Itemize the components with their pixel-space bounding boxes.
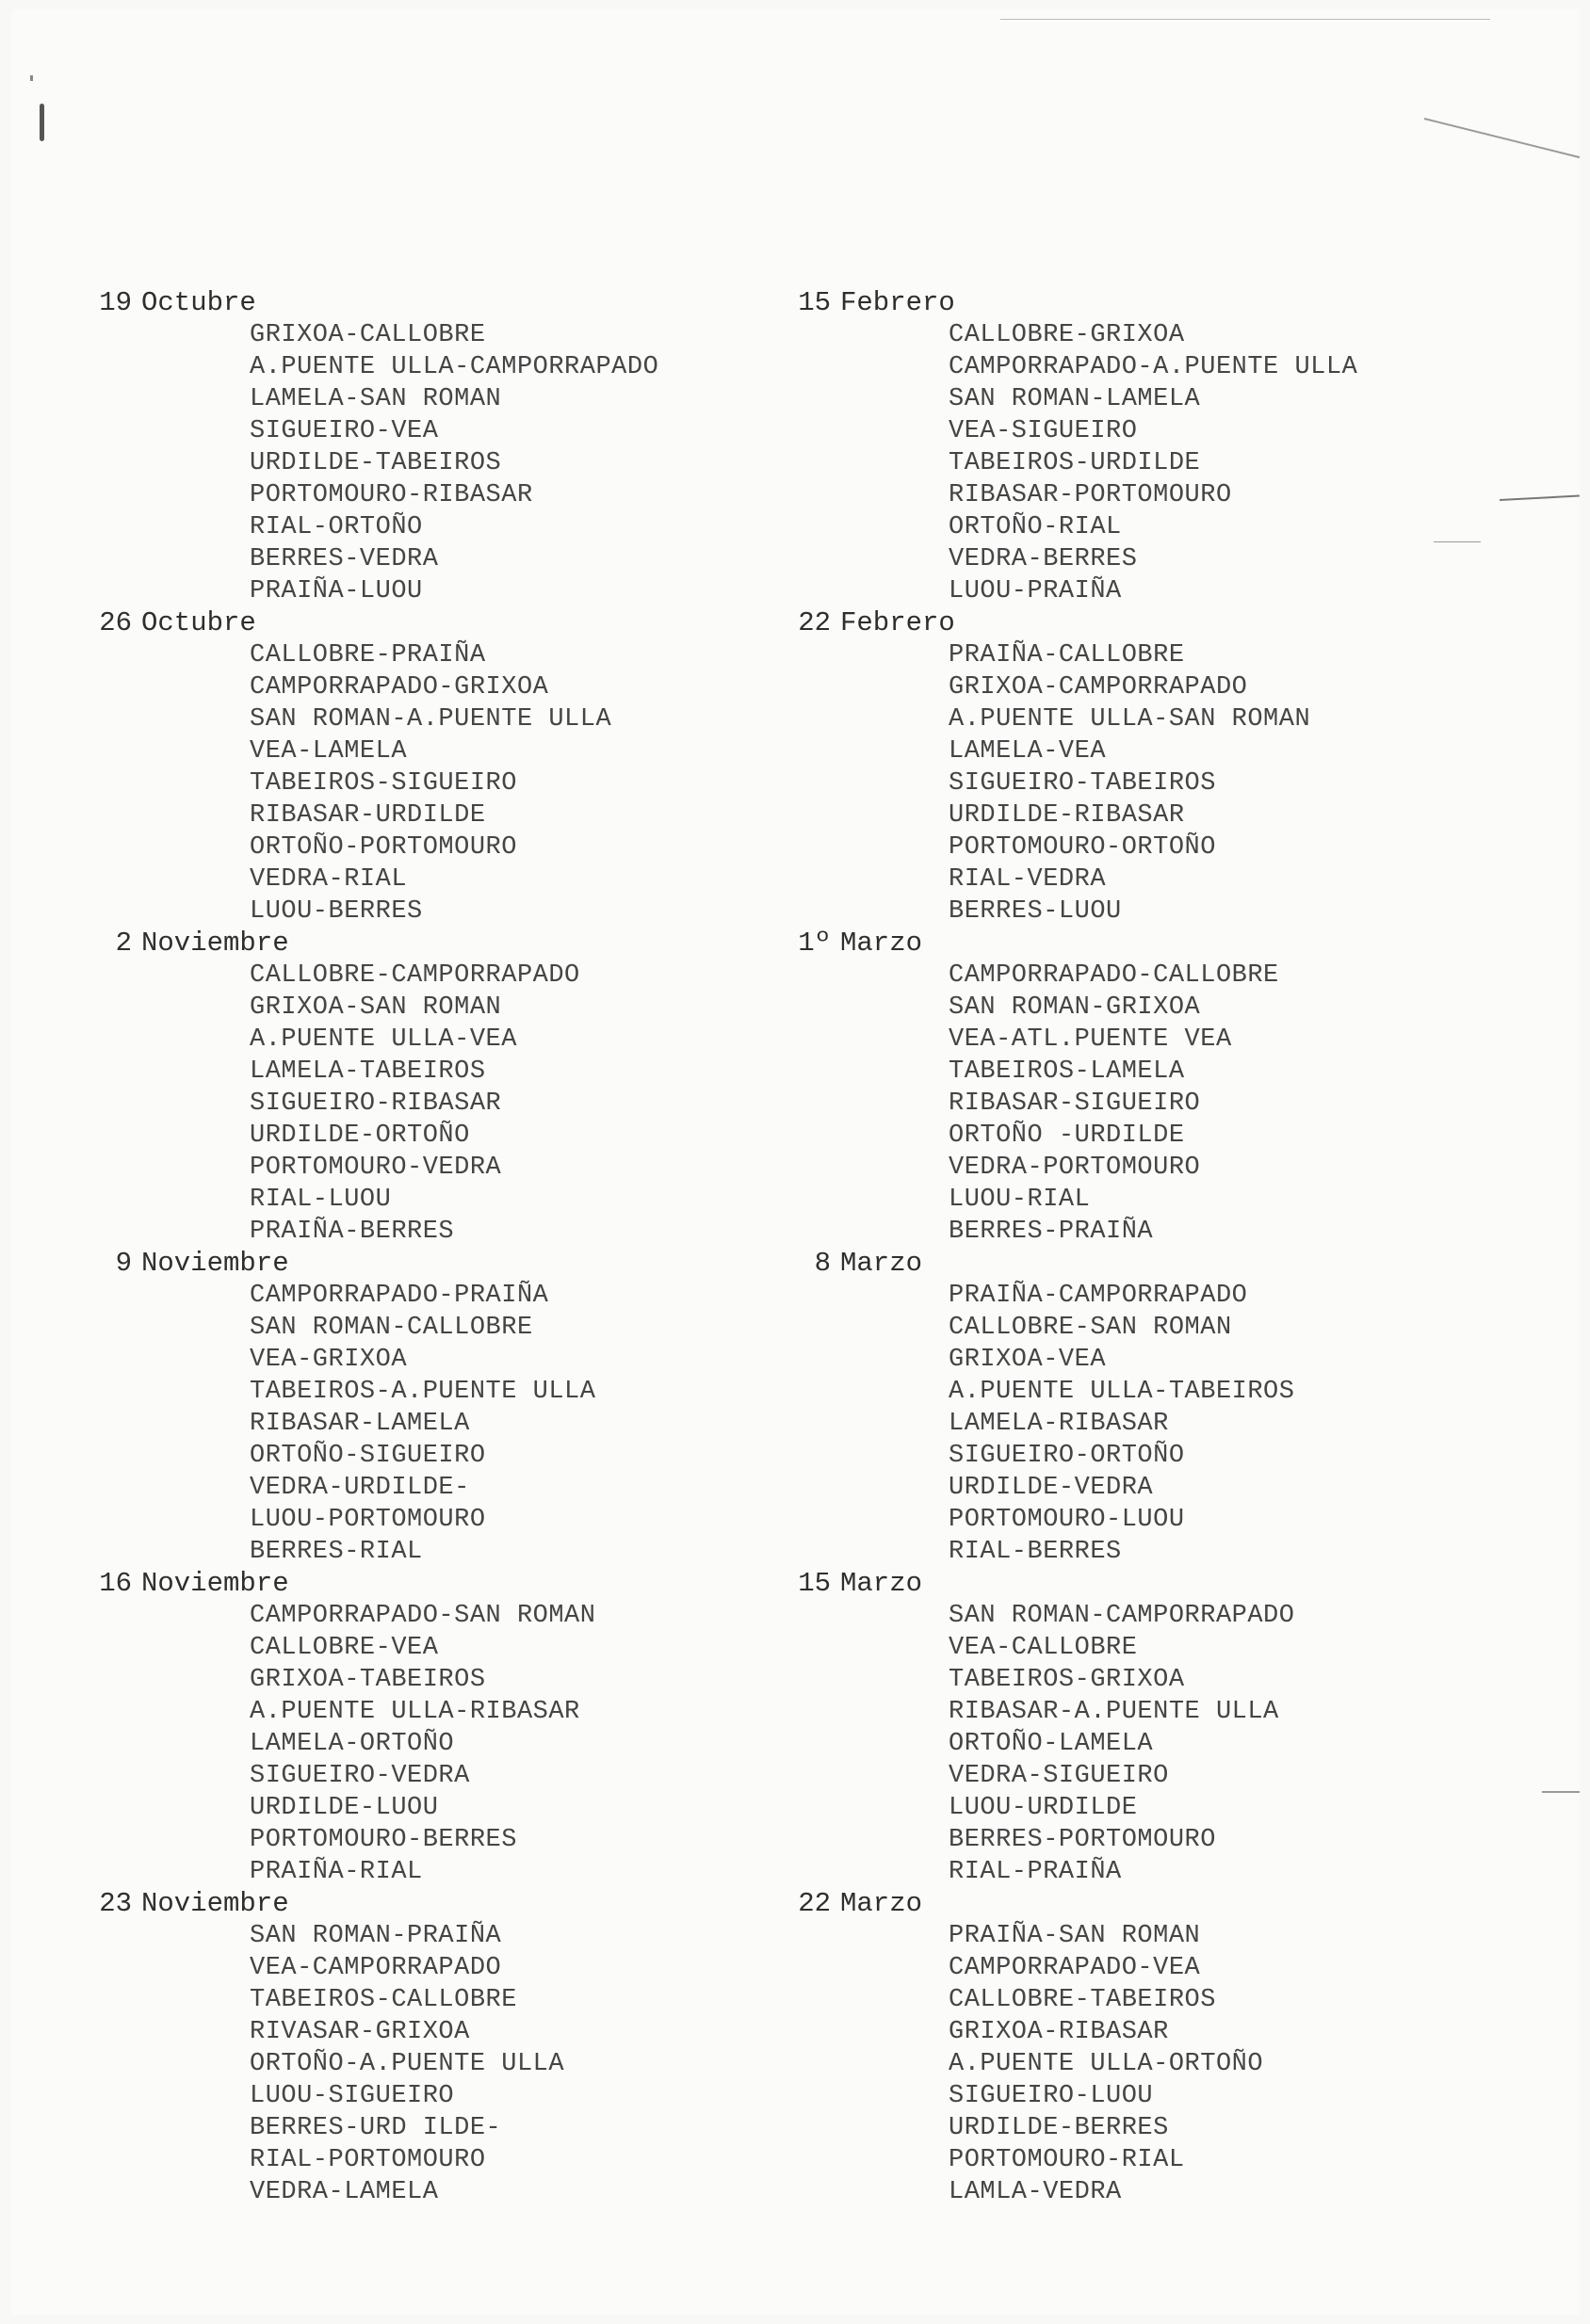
matchday-block (75, 607, 791, 928)
fixture-item: VEDRA-RIAL (250, 865, 408, 894)
fixture-item: VEA-ATL.PUENTE VEA (949, 1025, 1232, 1054)
fixture-item: TABEIROS-URDILDE (949, 449, 1201, 477)
matchday-block (774, 1248, 1490, 1568)
fixture-item: CAMPORRAPADO-VEA (949, 1954, 1201, 1982)
matchday-date (774, 287, 1490, 319)
matchday-date (75, 607, 791, 639)
fixture-item: PORTOMOURO-BERRES (250, 1826, 517, 1854)
matchday-block (774, 1568, 1490, 1888)
date-day: 23 (99, 1888, 132, 1919)
date-day: 2 (115, 928, 132, 959)
date-month: Febrero (840, 607, 955, 638)
fixture-list (774, 319, 1490, 607)
fixture-item: RIAL-LUOU (250, 1186, 392, 1214)
matchday-date (774, 1888, 1490, 1920)
fixture-item: BERRES-RIAL (250, 1538, 423, 1566)
matchday-block (774, 607, 1490, 928)
fixture-item: RIBASAR-LAMELA (250, 1410, 470, 1438)
fixture-list (75, 319, 791, 607)
fixture-item: URDILDE-ORTOÑO (250, 1122, 470, 1150)
fixture-item: RIAL-PRAIÑA (949, 1858, 1122, 1886)
fixture-item: SAN ROMAN-A.PUENTE ULLA (250, 705, 612, 734)
fixture-item: VEDRA-PORTOMOURO (949, 1154, 1201, 1182)
fixture-item: LUOU-PRAIÑA (949, 577, 1122, 605)
fixture-item: BERRES-LUOU (949, 897, 1122, 926)
fixture-item: A.PUENTE ULLA-ORTOÑO (949, 2050, 1264, 2078)
fixture-item: BERRES-PORTOMOURO (949, 1826, 1216, 1854)
fixture-item: BERRES-URD ILDE- (250, 2114, 502, 2142)
fixture-item: A.PUENTE ULLA-VEA (250, 1025, 517, 1054)
fixture-item: LUOU-SIGUEIRO (250, 2082, 455, 2110)
ink-mark (30, 75, 33, 81)
fixture-item: URDILDE-LUOU (250, 1794, 439, 1822)
fixture-item: VEDRA-LAMELA (250, 2178, 439, 2206)
fixture-item: LAMELA-ORTOÑO (250, 1730, 455, 1758)
fixture-item: URDILDE-TABEIROS (250, 449, 502, 477)
fixture-item: TABEIROS-SIGUEIRO (250, 769, 517, 798)
date-month: Marzo (840, 1248, 923, 1279)
fixture-item: PRAIÑA-LUOU (250, 577, 423, 605)
fixture-item: CALLOBRE-TABEIROS (949, 1986, 1216, 2014)
fixture-list (75, 1600, 791, 1888)
fixture-item: VEA-SIGUEIRO (949, 417, 1138, 445)
fixture-item: CALLOBRE-CAMPORRAPADO (250, 961, 580, 990)
fixture-item: VEDRA-SIGUEIRO (949, 1762, 1169, 1790)
fixture-item: URDILDE-VEDRA (949, 1474, 1154, 1502)
pen-stroke (1542, 1791, 1580, 1793)
pen-stroke (1500, 495, 1580, 501)
ink-mark (40, 104, 44, 141)
fixture-item: PRAIÑA-CALLOBRE (949, 641, 1185, 670)
fixture-item: SAN ROMAN-LAMELA (949, 385, 1201, 413)
fixture-item: PORTOMOURO-RIAL (949, 2146, 1185, 2174)
fixture-item: SIGUEIRO-LUOU (949, 2082, 1154, 2110)
pen-stroke (1424, 118, 1580, 158)
fixture-item: PRAIÑA-BERRES (250, 1218, 455, 1246)
date-day: 26 (99, 607, 132, 638)
date-day: 9 (115, 1248, 132, 1279)
matchday-block (75, 1248, 791, 1568)
fixture-item: CAMPORRAPADO-PRAIÑA (250, 1282, 549, 1310)
fixture-list (774, 1600, 1490, 1888)
matchday-date (75, 1888, 791, 1920)
fixture-item: URDILDE-BERRES (949, 2114, 1169, 2142)
matchday-block (774, 287, 1490, 607)
fixture-item: PRAIÑA-SAN ROMAN (949, 1922, 1201, 1950)
fixture-item: RIVASAR-GRIXOA (250, 2018, 470, 2046)
matchday-date (75, 1568, 791, 1600)
fixture-item: TABEIROS-GRIXOA (949, 1666, 1185, 1694)
matchday-date (75, 1248, 791, 1280)
date-day: 1º (798, 928, 831, 959)
matchday-block (774, 1888, 1490, 2208)
fixture-item: CALLOBRE-SAN ROMAN (949, 1314, 1232, 1342)
date-day: 19 (99, 287, 132, 318)
date-month: Octubre (141, 607, 256, 638)
fixture-item: RIAL-BERRES (949, 1538, 1122, 1566)
fixture-item: VEDRA-URDILDE- (250, 1474, 470, 1502)
fixture-item: CALLOBRE-VEA (250, 1634, 439, 1662)
matchday-date (774, 607, 1490, 639)
fixture-item: GRIXOA-CAMPORRAPADO (949, 673, 1248, 702)
matchday-date (75, 928, 791, 960)
fixture-item: GRIXOA-CALLOBRE (250, 321, 486, 349)
fixture-item: RIBASAR-PORTOMOURO (949, 481, 1232, 509)
date-day: 16 (99, 1568, 132, 1599)
fixture-item: CAMPORRAPADO-GRIXOA (250, 673, 549, 702)
matchday-block (75, 287, 791, 607)
fixture-item: ORTOÑO -URDILDE (949, 1122, 1185, 1150)
fixture-item: SAN ROMAN-GRIXOA (949, 993, 1201, 1022)
fixture-item: LUOU-BERRES (250, 897, 423, 926)
date-day: 15 (798, 287, 831, 318)
matchday-date (774, 1568, 1490, 1600)
fixture-item: SAN ROMAN-CAMPORRAPADO (949, 1602, 1295, 1630)
fixture-item: VEA-CALLOBRE (949, 1634, 1138, 1662)
fixture-item: VEA-GRIXOA (250, 1346, 408, 1374)
date-day: 22 (798, 607, 831, 638)
fixture-item: SIGUEIRO-RIBASAR (250, 1089, 502, 1118)
fixture-item: CALLOBRE-GRIXOA (949, 321, 1185, 349)
fixture-item: ORTOÑO-LAMELA (949, 1730, 1154, 1758)
fixture-item: PORTOMOURO-RIBASAR (250, 481, 533, 509)
date-month: Noviembre (141, 1888, 289, 1919)
fixture-item: PORTOMOURO-VEDRA (250, 1154, 502, 1182)
pen-stroke (1000, 19, 1490, 20)
date-month: Marzo (840, 928, 923, 959)
fixture-list (774, 639, 1490, 928)
matchday-block (75, 928, 791, 1248)
fixture-item: VEA-LAMELA (250, 737, 408, 766)
fixture-item: RIAL-VEDRA (949, 865, 1107, 894)
date-month: Noviembre (141, 1248, 289, 1279)
fixture-item: PORTOMOURO-ORTOÑO (949, 833, 1216, 862)
fixture-item: LAMELA-SAN ROMAN (250, 385, 502, 413)
matchday-date (75, 287, 791, 319)
fixture-item: SIGUEIRO-ORTOÑO (949, 1442, 1185, 1470)
fixture-item: LUOU-RIAL (949, 1186, 1091, 1214)
fixture-item: LAMELA-VEA (949, 737, 1107, 766)
left-column (75, 287, 791, 2208)
fixture-item: A.PUENTE ULLA-RIBASAR (250, 1698, 580, 1726)
fixture-list (774, 960, 1490, 1248)
fixture-item: CAMPORRAPADO-CALLOBRE (949, 961, 1279, 990)
fixture-item: TABEIROS-CALLOBRE (250, 1986, 517, 2014)
fixture-list (75, 960, 791, 1248)
fixture-item: TABEIROS-LAMELA (949, 1057, 1185, 1086)
fixture-item: ORTOÑO-A.PUENTE ULLA (250, 2050, 565, 2078)
date-day: 22 (798, 1888, 831, 1919)
fixture-item: A.PUENTE ULLA-SAN ROMAN (949, 705, 1311, 734)
fixture-item: TABEIROS-A.PUENTE ULLA (250, 1378, 596, 1406)
matchday-block (75, 1888, 791, 2208)
matchday-block (774, 928, 1490, 1248)
fixture-item: SIGUEIRO-VEDRA (250, 1762, 470, 1790)
fixture-item: PRAIÑA-CAMPORRAPADO (949, 1282, 1248, 1310)
fixture-item: RIBASAR-URDILDE (250, 801, 486, 830)
fixture-item: ORTOÑO-SIGUEIRO (250, 1442, 486, 1470)
date-month: Marzo (840, 1568, 923, 1599)
fixture-item: LAMELA-RIBASAR (949, 1410, 1169, 1438)
fixture-item: SAN ROMAN-CALLOBRE (250, 1314, 533, 1342)
fixture-item: GRIXOA-SAN ROMAN (250, 993, 502, 1022)
date-month: Febrero (840, 287, 955, 318)
fixture-item: BERRES-PRAIÑA (949, 1218, 1154, 1246)
fixture-item: RIBASAR-SIGUEIRO (949, 1089, 1201, 1118)
fixture-item: GRIXOA-VEA (949, 1346, 1107, 1374)
fixture-item: LAMELA-TABEIROS (250, 1057, 486, 1086)
matchday-date (774, 928, 1490, 960)
fixture-item: RIBASAR-A.PUENTE ULLA (949, 1698, 1279, 1726)
fixture-item: A.PUENTE ULLA-TABEIROS (949, 1378, 1295, 1406)
fixture-item: PRAIÑA-RIAL (250, 1858, 423, 1886)
fixture-item: BERRES-VEDRA (250, 545, 439, 573)
fixture-item: SAN ROMAN-PRAIÑA (250, 1922, 502, 1950)
matchday-date (774, 1248, 1490, 1280)
fixture-item: SIGUEIRO-TABEIROS (949, 769, 1216, 798)
fixture-item: CAMPORRAPADO-A.PUENTE ULLA (949, 353, 1358, 381)
fixture-item: CALLOBRE-PRAIÑA (250, 641, 486, 670)
fixture-item: GRIXOA-RIBASAR (949, 2018, 1169, 2046)
fixture-item: GRIXOA-TABEIROS (250, 1666, 486, 1694)
fixture-item: LAMLA-VEDRA (949, 2178, 1122, 2206)
date-day: 8 (814, 1248, 831, 1279)
fixture-item: CAMPORRAPADO-SAN ROMAN (250, 1602, 596, 1630)
fixture-item: LUOU-PORTOMOURO (250, 1506, 486, 1534)
fixture-item: RIAL-PORTOMOURO (250, 2146, 486, 2174)
fixture-list (75, 1280, 791, 1568)
fixture-item: RIAL-ORTOÑO (250, 513, 423, 541)
fixture-item: SIGUEIRO-VEA (250, 417, 439, 445)
fixture-item: PORTOMOURO-LUOU (949, 1506, 1185, 1534)
fixture-list (75, 639, 791, 928)
fixture-item: VEDRA-BERRES (949, 545, 1138, 573)
fixture-item: LUOU-URDILDE (949, 1794, 1138, 1822)
fixture-list (774, 1280, 1490, 1568)
fixture-item: A.PUENTE ULLA-CAMPORRAPADO (250, 353, 659, 381)
fixture-item: URDILDE-RIBASAR (949, 801, 1185, 830)
date-month: Marzo (840, 1888, 923, 1919)
matchday-block (75, 1568, 791, 1888)
date-month: Noviembre (141, 928, 289, 959)
date-day: 15 (798, 1568, 831, 1599)
date-month: Noviembre (141, 1568, 289, 1599)
fixture-list (75, 1920, 791, 2208)
fixture-item: VEA-CAMPORRAPADO (250, 1954, 502, 1982)
fixture-item: ORTOÑO-RIAL (949, 513, 1122, 541)
fixture-item: ORTOÑO-PORTOMOURO (250, 833, 517, 862)
right-column (774, 287, 1490, 2208)
date-month: Octubre (141, 287, 256, 318)
fixture-list (774, 1920, 1490, 2208)
